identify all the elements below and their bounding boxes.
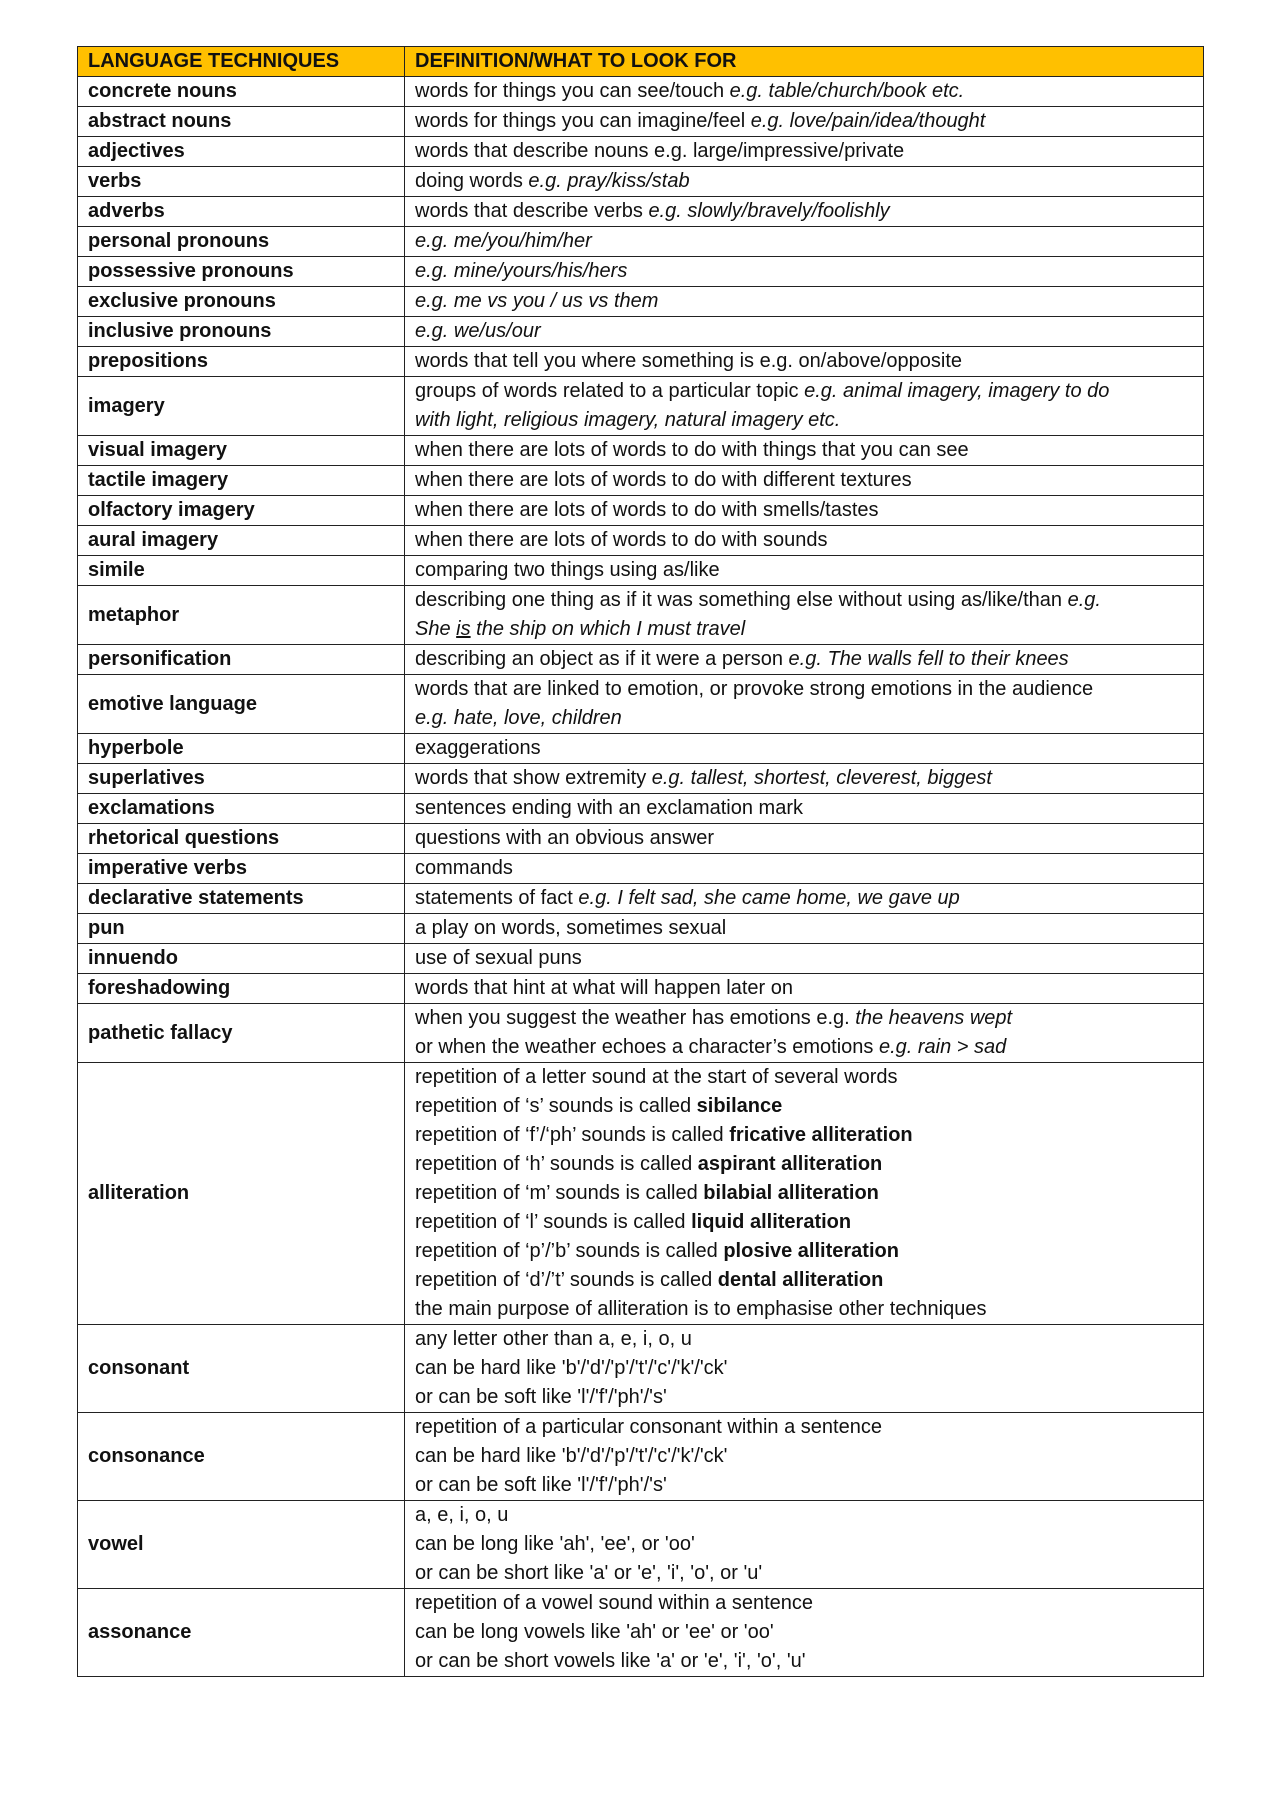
definition-text: aspirant alliteration — [697, 1153, 883, 1175]
technique-term: adverbs — [78, 197, 405, 227]
table-row — [78, 1589, 1204, 1677]
definition-text: or can be short like 'a' or 'e', 'i', 'o', or 'u' — [415, 1562, 763, 1584]
table-row — [78, 734, 1204, 764]
technique-term: aural imagery — [78, 526, 405, 556]
definition-text: the heavens wept — [855, 1007, 1013, 1029]
definition-text: repetition of ‘l’ sounds is called — [415, 1211, 692, 1233]
definition-text: e.g. love/pain/idea/thought — [750, 110, 986, 132]
definition-line — [415, 197, 1193, 226]
table-row — [78, 974, 1204, 1004]
technique-term: simile — [78, 556, 405, 586]
table-row — [78, 436, 1204, 466]
table-row — [78, 466, 1204, 496]
technique-term: verbs — [78, 167, 405, 197]
definition-text: e.g. hate, love, children — [415, 707, 622, 729]
table-row — [78, 675, 1204, 734]
technique-term: declarative statements — [78, 884, 405, 914]
technique-definition — [405, 317, 1204, 347]
table-row — [78, 347, 1204, 377]
definition-text: e.g. mine/yours/his/hers — [415, 260, 628, 282]
definition-line — [415, 1559, 1193, 1588]
table-row — [78, 287, 1204, 317]
definition-text: e.g. me/you/him/her — [415, 230, 592, 252]
technique-term: inclusive pronouns — [78, 317, 405, 347]
definition-line — [415, 1121, 1193, 1150]
table-row — [78, 884, 1204, 914]
definition-line — [415, 1237, 1193, 1266]
technique-term: pun — [78, 914, 405, 944]
definition-text: fricative alliteration — [729, 1124, 913, 1146]
technique-definition — [405, 1589, 1204, 1677]
technique-definition — [405, 764, 1204, 794]
technique-term: hyperbole — [78, 734, 405, 764]
table-row — [78, 317, 1204, 347]
definition-text: e.g. animal imagery, imagery to do — [804, 380, 1110, 402]
table-row — [78, 824, 1204, 854]
table-row — [78, 167, 1204, 197]
technique-definition — [405, 884, 1204, 914]
definition-text: when there are lots of words to do with different textures — [415, 469, 912, 491]
definition-line — [415, 1354, 1193, 1383]
definition-text: words that show extremity — [415, 767, 652, 789]
technique-term: olfactory imagery — [78, 496, 405, 526]
technique-definition — [405, 466, 1204, 496]
definition-text: can be long vowels like 'ah' or 'ee' or 'oo' — [415, 1621, 774, 1643]
definition-text: repetition of a vowel sound within a sentence — [415, 1592, 814, 1614]
definition-line — [415, 1501, 1193, 1530]
technique-term: tactile imagery — [78, 466, 405, 496]
definition-text: dental alliteration — [717, 1269, 884, 1291]
technique-definition — [405, 257, 1204, 287]
definition-text: groups of words related to a particular topic — [415, 380, 805, 402]
definition-text: words for things you can imagine/feel — [415, 110, 751, 132]
definition-line — [415, 1208, 1193, 1237]
language-techniques-table — [77, 46, 1204, 1677]
definition-text: words that are linked to emotion, or provoke strong emotions in the audience — [415, 678, 1094, 700]
definition-line — [415, 77, 1193, 106]
table-row — [78, 1501, 1204, 1589]
table-row — [78, 197, 1204, 227]
technique-term: exclusive pronouns — [78, 287, 405, 317]
table-row — [78, 1325, 1204, 1413]
technique-definition — [405, 824, 1204, 854]
definition-text: describing an object as if it were a person — [415, 648, 789, 670]
definition-text: repetition of ‘p’/’b’ sounds is called — [415, 1240, 724, 1262]
technique-term: metaphor — [78, 586, 405, 645]
table-row — [78, 137, 1204, 167]
definition-text: words that tell you where something is e.g. on/above/opposite — [415, 350, 962, 372]
definition-text: repetition of ‘d’/’t’ sounds is called — [415, 1269, 718, 1291]
table-row — [78, 764, 1204, 794]
definition-line — [415, 675, 1193, 704]
definition-line — [415, 436, 1193, 465]
table-row — [78, 556, 1204, 586]
definition-text: repetition of ‘s’ sounds is called — [415, 1095, 697, 1117]
technique-definition — [405, 1413, 1204, 1501]
technique-term: adjectives — [78, 137, 405, 167]
definition-line — [415, 1063, 1193, 1092]
definition-line — [415, 1442, 1193, 1471]
table-body — [78, 77, 1204, 1677]
definition-line — [415, 287, 1193, 316]
definition-text: bilabial alliteration — [703, 1182, 879, 1204]
table-row — [78, 854, 1204, 884]
technique-term: pathetic fallacy — [78, 1004, 405, 1063]
definition-line — [415, 1033, 1193, 1062]
definition-text: when you suggest the weather has emotions e.g. — [415, 1007, 856, 1029]
definition-text: repetition of ‘f’/‘ph’ sounds is called — [415, 1124, 730, 1146]
definition-line — [415, 734, 1193, 763]
definition-line — [415, 107, 1193, 136]
technique-term: vowel — [78, 1501, 405, 1589]
technique-definition — [405, 107, 1204, 137]
definition-line — [415, 257, 1193, 286]
definition-line — [415, 1004, 1193, 1033]
definition-text: e.g. — [1067, 589, 1101, 611]
technique-definition — [405, 526, 1204, 556]
definition-text: e.g. me vs you / us vs them — [415, 290, 659, 312]
technique-definition — [405, 347, 1204, 377]
definition-line — [415, 1530, 1193, 1559]
definition-line — [415, 824, 1193, 853]
definition-line — [415, 466, 1193, 495]
technique-definition — [405, 675, 1204, 734]
technique-term: consonant — [78, 1325, 405, 1413]
technique-term: visual imagery — [78, 436, 405, 466]
table-row — [78, 526, 1204, 556]
definition-line — [415, 167, 1193, 196]
technique-definition — [405, 436, 1204, 466]
technique-definition — [405, 197, 1204, 227]
definition-text: exaggerations — [415, 737, 541, 759]
technique-term: exclamations — [78, 794, 405, 824]
definition-line — [415, 884, 1193, 913]
table-row — [78, 1413, 1204, 1501]
definition-line — [415, 406, 1193, 435]
definition-line — [415, 645, 1193, 674]
definition-text: describing one thing as if it was something else without using as/like/than — [415, 589, 1068, 611]
definition-line — [415, 1150, 1193, 1179]
technique-definition — [405, 227, 1204, 257]
definition-line — [415, 1589, 1193, 1618]
table-row — [78, 257, 1204, 287]
technique-definition — [405, 496, 1204, 526]
definition-line — [415, 1647, 1193, 1676]
table-row — [78, 227, 1204, 257]
definition-line — [415, 1383, 1193, 1412]
technique-term: prepositions — [78, 347, 405, 377]
definition-text: when there are lots of words to do with smells/tastes — [415, 499, 879, 521]
technique-definition — [405, 137, 1204, 167]
definition-line — [415, 586, 1193, 615]
definition-line — [415, 317, 1193, 346]
technique-definition — [405, 944, 1204, 974]
definition-line — [415, 526, 1193, 555]
technique-definition — [405, 556, 1204, 586]
technique-term: superlatives — [78, 764, 405, 794]
technique-term: rhetorical questions — [78, 824, 405, 854]
technique-definition — [405, 77, 1204, 107]
definition-text: use of sexual puns — [415, 947, 582, 969]
definition-text: can be hard like 'b'/'d'/'p'/'t'/'c'/'k'/'ck' — [415, 1357, 728, 1379]
technique-definition — [405, 1325, 1204, 1413]
technique-definition — [405, 377, 1204, 436]
definition-text: or can be soft like 'l'/'f'/'ph'/'s' — [415, 1386, 667, 1408]
definition-text: e.g. The walls fell to their knees — [788, 648, 1069, 670]
table-row — [78, 794, 1204, 824]
definition-text: statements of fact — [415, 887, 579, 909]
definition-text: e.g. table/church/book etc. — [729, 80, 965, 102]
definition-line — [415, 1179, 1193, 1208]
definition-text: doing words — [415, 170, 529, 192]
definition-line — [415, 1266, 1193, 1295]
definition-text: questions with an obvious answer — [415, 827, 715, 849]
technique-definition — [405, 914, 1204, 944]
definition-text: any letter other than a, e, i, o, u — [415, 1328, 692, 1350]
technique-term: emotive language — [78, 675, 405, 734]
definition-text: e.g. I felt sad, she came home, we gave up — [578, 887, 960, 909]
definition-text: plosive alliteration — [723, 1240, 899, 1262]
definition-line — [415, 556, 1193, 585]
definition-line — [415, 615, 1193, 644]
technique-definition — [405, 167, 1204, 197]
table-row — [78, 944, 1204, 974]
technique-term: foreshadowing — [78, 974, 405, 1004]
technique-term: abstract nouns — [78, 107, 405, 137]
definition-text: the ship on which I must travel — [470, 618, 746, 640]
definition-text: e.g. tallest, shortest, cleverest, biggest — [651, 767, 992, 789]
definition-text: e.g. slowly/bravely/foolishly — [648, 200, 890, 222]
technique-term: possessive pronouns — [78, 257, 405, 287]
definition-line — [415, 347, 1193, 376]
definition-text: e.g. we/us/our — [415, 320, 541, 342]
definition-text: e.g. pray/kiss/stab — [528, 170, 690, 192]
technique-definition — [405, 645, 1204, 675]
definition-line — [415, 227, 1193, 256]
definition-text: repetition of ‘h’ sounds is called — [415, 1153, 698, 1175]
technique-term: consonance — [78, 1413, 405, 1501]
definition-line — [415, 944, 1193, 973]
technique-term: assonance — [78, 1589, 405, 1677]
definition-line — [415, 1413, 1193, 1442]
technique-definition — [405, 1063, 1204, 1325]
definition-text: words for things you can see/touch — [415, 80, 730, 102]
definition-text: is — [456, 618, 471, 640]
definition-line — [415, 1092, 1193, 1121]
table-row — [78, 377, 1204, 436]
definition-line — [415, 1471, 1193, 1500]
definition-line — [415, 1295, 1193, 1324]
technique-term: imagery — [78, 377, 405, 436]
definition-text: or can be soft like 'l'/'f'/'ph'/'s' — [415, 1474, 667, 1496]
definition-text: can be hard like 'b'/'d'/'p'/'t'/'c'/'k'/'ck' — [415, 1445, 728, 1467]
technique-term: concrete nouns — [78, 77, 405, 107]
definition-text: commands — [415, 857, 513, 879]
header-definition: DEFINITION/WHAT TO LOOK FOR — [405, 47, 1204, 77]
technique-definition — [405, 1501, 1204, 1589]
table-row — [78, 77, 1204, 107]
technique-definition — [405, 734, 1204, 764]
definition-text: a, e, i, o, u — [415, 1504, 509, 1526]
definition-text: or can be short vowels like 'a' or 'e', 'i', 'o', 'u' — [415, 1650, 806, 1672]
table-row — [78, 1004, 1204, 1063]
definition-text: repetition of a letter sound at the start of several words — [415, 1066, 898, 1088]
definition-text: when there are lots of words to do with sounds — [415, 529, 828, 551]
definition-text: when there are lots of words to do with things that you can see — [415, 439, 969, 461]
table-row — [78, 496, 1204, 526]
definition-line — [415, 854, 1193, 883]
definition-line — [415, 794, 1193, 823]
table-row — [78, 1063, 1204, 1325]
definition-text: She — [415, 618, 457, 640]
table-row — [78, 107, 1204, 137]
table-row — [78, 914, 1204, 944]
table-row — [78, 586, 1204, 645]
header-techniques: LANGUAGE TECHNIQUES — [78, 47, 405, 77]
definition-line — [415, 1325, 1193, 1354]
table-row — [78, 645, 1204, 675]
definition-text: with light, religious imagery, natural imagery etc. — [415, 409, 841, 431]
technique-term: innuendo — [78, 944, 405, 974]
definition-text: can be long like 'ah', 'ee', or 'oo' — [415, 1533, 695, 1555]
technique-definition — [405, 854, 1204, 884]
definition-text: the main purpose of alliteration is to emphasise other techniques — [415, 1298, 987, 1320]
technique-term: personal pronouns — [78, 227, 405, 257]
definition-text: repetition of ‘m’ sounds is called — [415, 1182, 704, 1204]
definition-text: sibilance — [696, 1095, 783, 1117]
definition-line — [415, 974, 1193, 1003]
technique-term: imperative verbs — [78, 854, 405, 884]
definition-line — [415, 1618, 1193, 1647]
definition-text: or when the weather echoes a character’s emotions — [415, 1036, 879, 1058]
technique-term: alliteration — [78, 1063, 405, 1325]
definition-text: liquid alliteration — [691, 1211, 852, 1233]
technique-definition — [405, 974, 1204, 1004]
definition-text: sentences ending with an exclamation mark — [415, 797, 803, 819]
technique-definition — [405, 794, 1204, 824]
definition-line — [415, 914, 1193, 943]
technique-term: personification — [78, 645, 405, 675]
definition-text: e.g. rain > sad — [878, 1036, 1007, 1058]
technique-definition — [405, 287, 1204, 317]
technique-definition — [405, 1004, 1204, 1063]
definition-line — [415, 377, 1193, 406]
definition-text: a play on words, sometimes sexual — [415, 917, 727, 939]
definition-text: words that hint at what will happen later on — [415, 977, 793, 999]
technique-definition — [405, 586, 1204, 645]
definition-line — [415, 137, 1193, 166]
definition-text: words that describe verbs — [415, 200, 649, 222]
definition-line — [415, 496, 1193, 525]
header-row — [78, 47, 1204, 77]
definition-text: repetition of a particular consonant within a sentence — [415, 1416, 882, 1438]
definition-line — [415, 704, 1193, 733]
definition-line — [415, 764, 1193, 793]
definition-text: words that describe nouns e.g. large/impressive/private — [415, 140, 905, 162]
definition-text: comparing two things using as/like — [415, 559, 720, 581]
